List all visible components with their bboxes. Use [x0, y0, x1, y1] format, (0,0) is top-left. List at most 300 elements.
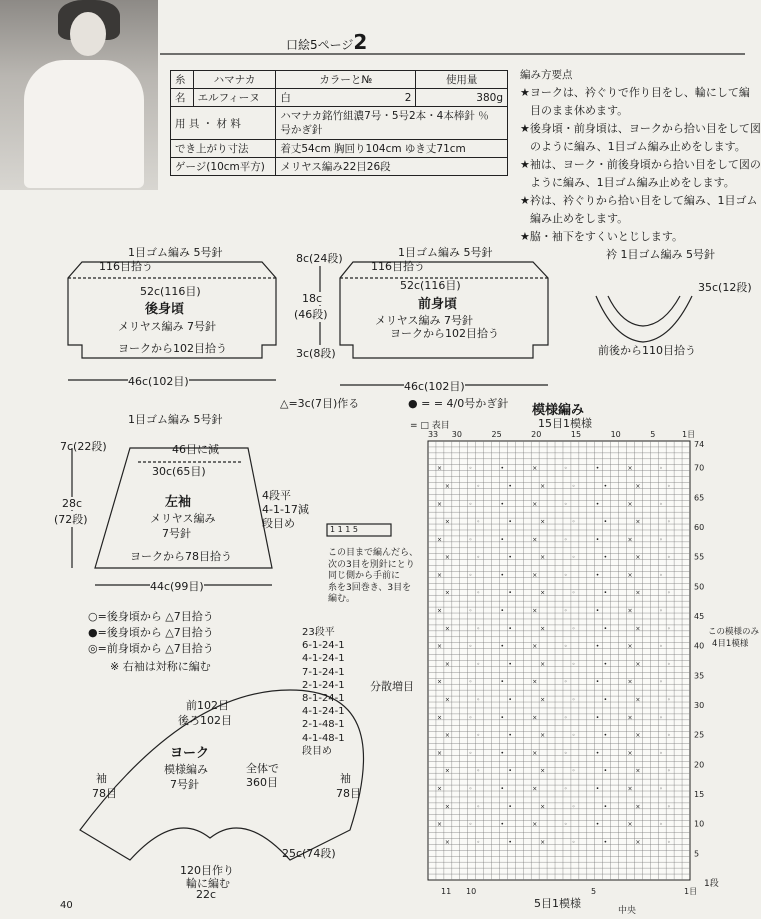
yoke-cast-on-round: 輪に編む: [186, 877, 230, 890]
chart-symbol: ◦: [476, 660, 481, 668]
chart-symbol: ×: [444, 625, 450, 633]
chart-symbol: ×: [627, 749, 633, 757]
bind-box-label: 1 1 1 5: [330, 525, 358, 534]
instruction-line: ★袖は、ヨーク・前後身頃から拾い目をして図の: [520, 158, 761, 171]
increase-line: 8-1-24-1: [302, 693, 345, 705]
chart-symbol: ◦: [476, 518, 481, 526]
chart-symbol: ◦: [667, 696, 671, 704]
chart-symbol: ◦: [571, 838, 576, 846]
chart-symbol: ×: [436, 714, 442, 722]
bind-note-line: 同じ側から手前に: [328, 571, 401, 581]
chart-symbol: •: [603, 518, 608, 526]
chart-symbol: ×: [540, 696, 546, 704]
chart-symbol: ◦: [659, 571, 663, 579]
chart-row-number: 45: [694, 612, 705, 622]
chart-title: 模様編み: [532, 403, 585, 418]
chart-symbol: ◦: [571, 518, 576, 526]
chart-symbol: ◦: [563, 714, 568, 722]
chart-symbol: ×: [540, 803, 546, 811]
chart-symbol: ×: [436, 465, 442, 473]
yoke-sleeve-left-count: 78目: [92, 787, 117, 800]
chart-symbol: ◦: [476, 589, 481, 597]
tools-value: ハマナカ銘竹組濃7号・5号2本・4本棒針 ％: [280, 110, 489, 122]
sleeve-dec-line: 段目め: [262, 517, 295, 530]
chart-symbol: ◦: [659, 500, 663, 508]
chart-symbol: ◦: [571, 696, 576, 704]
chart-symbol: ◦: [476, 803, 481, 811]
chart-symbol: ×: [540, 660, 546, 668]
chart-row-number: 74: [694, 439, 705, 449]
front-height-mid-rows: (46段): [294, 308, 328, 321]
chart-symbol: ×: [540, 767, 546, 775]
collar-pick: 前後から110目拾う: [598, 344, 696, 357]
size-label: でき上がり寸法: [171, 140, 276, 158]
bind-note-line: 次の3目を別針にとり: [328, 559, 415, 570]
chart-row-number: 15: [694, 789, 705, 799]
chart-row-number: 60: [694, 523, 705, 533]
front-height-mid: 18c: [302, 292, 323, 305]
chart-symbol: •: [603, 767, 608, 775]
instruction-line: ように編み、1目ゴム編み止めをします。: [530, 176, 735, 189]
legend-line: ○=後身頃から △7目拾う: [88, 610, 214, 623]
chart-symbol: ◦: [667, 660, 671, 668]
instruction-line: 編み止めをします。: [530, 212, 629, 225]
sleeve-needle: 7号針: [162, 527, 191, 540]
sleeve-rib-height: 7c(22段): [60, 440, 107, 453]
chart-symbol: ×: [444, 767, 450, 775]
chart-symbol: ×: [436, 571, 442, 579]
front-width-label: 52c(116目): [400, 279, 461, 292]
chart-symbol: •: [500, 536, 505, 544]
chart-symbol: ×: [532, 714, 538, 722]
chart-symbol: ×: [635, 767, 641, 775]
collar-height: 35c(12段): [698, 281, 752, 294]
chart-symbol: ×: [635, 625, 641, 633]
chart-col-number-bottom: 11: [441, 887, 452, 896]
increase-line: 4-1-24-1: [302, 653, 345, 665]
legend-line: ◎=前身頃から △7目拾う: [88, 642, 214, 655]
yoke-stitch: 模様編み: [164, 763, 208, 776]
chart-symbol: ◦: [468, 678, 473, 686]
chart-symbol: ×: [444, 838, 450, 846]
collar-label: 衿 1目ゴム編み 5号針: [606, 248, 715, 261]
chart-symbol: ◦: [563, 571, 568, 579]
chart-symbol: ×: [540, 589, 546, 597]
instructions-title: 編み方要点: [520, 69, 573, 81]
sleeve-stitch: メリヤス編み: [150, 512, 216, 525]
chart-symbol: ×: [532, 749, 538, 757]
gauge-label: ゲージ(10cm平方): [171, 158, 276, 176]
chart-symbol: •: [595, 749, 600, 757]
chart-symbol: ◦: [659, 678, 663, 686]
chart-symbol: •: [595, 536, 600, 544]
chart-col-number: 30: [451, 430, 462, 439]
chart-symbol: •: [508, 589, 512, 597]
chart-symbol: •: [500, 678, 505, 686]
yoke-sleeve-right-count: 78目: [336, 787, 361, 800]
chart-symbol: ×: [627, 571, 633, 579]
chart-symbol: •: [595, 465, 600, 473]
yoke-height: 25c(74段): [282, 847, 336, 860]
front-height-top: 8c(24段): [296, 252, 343, 265]
sleeve-length-rows: (72段): [54, 513, 88, 526]
chart-symbol: ×: [532, 821, 538, 829]
chart-symbol: ×: [635, 660, 641, 668]
chart-symbol: •: [603, 554, 608, 562]
chart-symbol: ◦: [659, 465, 663, 473]
chart-symbol: ×: [627, 821, 633, 829]
chart-symbol: ×: [532, 785, 538, 793]
chart-first-row: 1段: [704, 879, 719, 889]
chart-symbol: ×: [627, 785, 633, 793]
chart-row-number: 5: [694, 849, 700, 859]
chart-symbol: ×: [540, 732, 546, 740]
chart-col-number: 10: [610, 430, 621, 439]
chart-row-number: 35: [694, 671, 705, 681]
chart-side-note-2: 4目1模様: [712, 639, 749, 649]
chart-symbol: ×: [627, 714, 633, 722]
chart-repeat-top: 15目1模様: [538, 417, 592, 430]
chart-symbol: •: [500, 821, 505, 829]
chart-symbol: ◦: [476, 482, 481, 490]
chart-symbol: •: [500, 749, 505, 757]
chart-symbol: •: [500, 500, 505, 508]
chart-symbol: ◦: [667, 625, 671, 633]
tools-label: 用 具 ・ 材 料: [171, 107, 276, 140]
increase-line: 23段平: [302, 627, 335, 638]
header-prefix: 口絵5ページ: [286, 38, 354, 52]
chart-row-number: 65: [694, 493, 705, 503]
chart-symbol: ×: [436, 536, 442, 544]
chart-symbol: ◦: [659, 749, 663, 757]
thread-name: エルフィーヌ: [193, 89, 276, 107]
chart-symbol: ◦: [571, 625, 576, 633]
chart-symbol: ◦: [476, 838, 481, 846]
amount-value: 380g: [416, 89, 508, 107]
bind-note-line: 糸を3回巻き、3目を: [328, 582, 412, 593]
instruction-line: ★衿は、衿ぐりから拾い目をして編み、1目ゴム: [520, 194, 758, 207]
chart-col-number-bottom: 10: [466, 887, 477, 896]
chart-symbol: ×: [436, 607, 442, 615]
chart-symbol: ×: [436, 749, 442, 757]
chart-symbol: ×: [444, 482, 450, 490]
chart-symbol: ×: [635, 554, 641, 562]
increase-line: 段目め: [302, 745, 332, 757]
chart-col-number-bottom: 1目: [684, 887, 698, 896]
chart-symbol: •: [508, 696, 512, 704]
bind-note-line: 編む。: [328, 594, 356, 604]
thread-label: 糸: [171, 71, 194, 89]
back-body-title: 後身頃: [145, 302, 185, 317]
tools-value-2: 号かぎ針: [280, 124, 323, 136]
chart-symbol: ◦: [659, 785, 663, 793]
chart-symbol: •: [595, 607, 600, 615]
chart-symbol: •: [500, 465, 505, 473]
front-yoke-pick: ヨークから102目拾う: [390, 327, 499, 340]
chart-center-label: 中央: [618, 906, 637, 916]
back-stitch-label: メリヤス編み 7号針: [118, 320, 217, 333]
chart-symbol: ×: [532, 678, 538, 686]
chart-symbol: •: [595, 785, 600, 793]
chart-symbol: ◦: [476, 696, 481, 704]
chart-symbol: •: [508, 838, 512, 846]
chart-symbol: ◦: [667, 554, 671, 562]
chart-symbol: ×: [540, 625, 546, 633]
yoke-needle: 7号針: [170, 778, 199, 791]
chart-symbol: ×: [635, 732, 641, 740]
chart-symbol: •: [595, 643, 600, 651]
chart-symbol: •: [508, 732, 512, 740]
chart-symbol: ×: [627, 536, 633, 544]
crochet-note-text: = 4/0号かぎ針: [433, 397, 509, 410]
chart-symbol: ◦: [667, 518, 671, 526]
chart-symbol: ×: [540, 482, 546, 490]
chart-symbol: ×: [540, 554, 546, 562]
front-body-title: 前身頃: [418, 297, 458, 312]
chart-symbol: ◦: [468, 643, 473, 651]
chart-symbol: ◦: [667, 838, 671, 846]
increase-line: 7-1-24-1: [302, 666, 345, 678]
chart-col-number-bottom: 5: [591, 887, 597, 896]
chart-symbol: ◦: [476, 625, 481, 633]
chart-symbol: ◦: [667, 482, 671, 490]
increase-label: 分散増目: [370, 680, 414, 693]
chart-symbol: ×: [627, 643, 633, 651]
chart-symbol: ×: [635, 803, 641, 811]
chart-symbol: ◦: [571, 767, 576, 775]
chart-symbol: ×: [635, 696, 641, 704]
chart-row-number: 40: [694, 641, 705, 651]
gauge-value: メリヤス編み22目26段: [276, 158, 508, 176]
chart-symbol: ◦: [563, 749, 568, 757]
front-bottom-label: 46c(102目): [404, 380, 465, 393]
chart-repeat-bottom: 5目1模様: [534, 897, 581, 910]
chart-symbol: ◦: [563, 607, 568, 615]
chart-symbol: •: [603, 696, 608, 704]
chart-col-number: 5: [650, 430, 656, 439]
triangle-note: △=3c(7目)作る: [280, 397, 360, 410]
chart-col-number: 15: [570, 430, 582, 439]
chart-symbol: •: [508, 625, 512, 633]
chart-symbol: •: [508, 518, 512, 526]
chart-symbol: ×: [436, 643, 442, 651]
chart-symbol: ×: [532, 571, 538, 579]
instruction-line: ★脇・袖下をすくいとじします。: [520, 230, 683, 243]
chart-symbol: ◦: [659, 607, 663, 615]
bind-note-line: この目まで編んだら、: [328, 548, 419, 558]
chart-symbol: ×: [444, 589, 450, 597]
chart-symbol: ◦: [571, 589, 576, 597]
increase-line: 6-1-24-1: [302, 640, 345, 652]
chart-symbol: •: [508, 803, 512, 811]
chart-symbol: ×: [532, 465, 538, 473]
chart-symbol: •: [500, 607, 505, 615]
sleeve-dec-line: 4段平: [262, 489, 291, 502]
chart-symbol: ◦: [571, 803, 576, 811]
chart-symbol: ◦: [563, 785, 568, 793]
chart-symbol: ◦: [667, 732, 671, 740]
chart-symbol: ◦: [476, 732, 481, 740]
chart-symbol: ×: [627, 607, 633, 615]
sleeve-length: 28c: [62, 497, 83, 510]
yoke-total-count: 360目: [246, 776, 278, 789]
chart-symbol: ×: [436, 785, 442, 793]
crochet-note: ● = = 4/0号かぎ針: [408, 397, 509, 410]
chart-symbol: ◦: [659, 536, 663, 544]
chart-symbol: ×: [540, 518, 546, 526]
chart-symbol: ×: [532, 536, 538, 544]
chart-symbol: ◦: [667, 767, 671, 775]
chart-symbol: ◦: [468, 749, 473, 757]
chart-symbol: ◦: [468, 607, 473, 615]
increase-line: 2-1-48-1: [302, 719, 345, 731]
sleeve-decrease: 46目に減: [172, 443, 219, 456]
chart-row-number: 10: [694, 819, 705, 829]
chart-symbol: ×: [627, 500, 633, 508]
chart-symbol: •: [508, 554, 512, 562]
sleeve-width: 30c(65目): [152, 465, 206, 478]
chart-side-note: この模様のみ: [708, 627, 760, 637]
chart-symbol: ◦: [563, 678, 568, 686]
chart-symbol: •: [508, 482, 512, 490]
chart-symbol: ◦: [468, 500, 473, 508]
chart-col-number: 20: [531, 430, 542, 439]
sleeve-dec-line: 4-1-17減: [262, 503, 309, 516]
chart-symbol: •: [595, 714, 600, 722]
chart-symbol: ◦: [659, 821, 663, 829]
chart-symbol: ◦: [571, 732, 576, 740]
chart-symbol: ◦: [659, 643, 663, 651]
chart-symbol: ×: [436, 678, 442, 686]
instruction-line: 目のまま休めます。: [530, 104, 629, 117]
front-rib-label: 1目ゴム編み 5号針: [398, 246, 493, 259]
chart-symbol: •: [603, 732, 608, 740]
chart-symbol: •: [603, 625, 608, 633]
yoke-cast-on: 120目作り: [180, 864, 234, 877]
chart-symbol: •: [508, 660, 512, 668]
legend-line: ※ 右袖は対称に編む: [110, 660, 211, 673]
chart-symbol: ◦: [571, 660, 576, 668]
header-number: 2: [353, 30, 368, 54]
chart-symbol: ◦: [571, 554, 576, 562]
chart-symbol: •: [603, 482, 608, 490]
chart-row-number: 50: [694, 582, 705, 592]
chart-col-number: 25: [491, 430, 502, 439]
chart-symbol: ◦: [667, 803, 671, 811]
chart-symbol: ◦: [468, 714, 473, 722]
chart-symbol: ×: [540, 838, 546, 846]
chart-row-number: 20: [694, 760, 705, 770]
instruction-line: ★後身頃・前身頃は、ヨークから拾い目をして図: [520, 122, 761, 135]
chart-symbol: ×: [627, 678, 633, 686]
chart-symbol: ×: [635, 482, 641, 490]
chart-symbol: •: [500, 714, 505, 722]
yoke-front: 前102目: [186, 699, 229, 712]
chart-symbol: ◦: [563, 821, 568, 829]
back-bottom-label: 46c(102目): [128, 375, 189, 388]
chart-symbol: ◦: [468, 785, 473, 793]
front-pick-label: 116目拾う: [371, 260, 425, 273]
chart-symbol: ×: [444, 696, 450, 704]
chart-symbol: •: [603, 838, 608, 846]
chart-symbol: ×: [635, 838, 641, 846]
chart-symbol: ◦: [563, 643, 568, 651]
chart-symbol: •: [595, 678, 600, 686]
sleeve-title: 左袖: [165, 495, 192, 510]
yoke-title: ヨーク: [170, 746, 210, 761]
chart-symbol: ×: [444, 732, 450, 740]
chart-row-number: 70: [694, 463, 705, 473]
chart-symbol: ◦: [468, 821, 473, 829]
chart-symbol: ◦: [476, 554, 481, 562]
size-value: 着丈54cm 胸回り104cm ゆき丈71cm: [276, 140, 508, 158]
yoke-sleeve-left: 袖: [96, 772, 107, 785]
chart-symbol: ×: [444, 660, 450, 668]
chart-symbol: ×: [444, 803, 450, 811]
chart-symbol: •: [595, 500, 600, 508]
sleeve-bottom: 44c(99目): [150, 580, 204, 593]
chart-symbol: ◦: [468, 465, 473, 473]
back-width-label: 52c(116目): [140, 285, 201, 298]
yoke-back: 後ろ102目: [178, 714, 232, 727]
chart-row-number: 25: [694, 730, 705, 740]
front-height-bottom: 3c(8段): [296, 347, 336, 360]
chart-key: = □ 表目: [410, 421, 450, 431]
back-rib-label: 1目ゴム編み 5号針: [128, 246, 223, 259]
chart-symbol: ×: [436, 500, 442, 508]
chart-symbol: ×: [436, 821, 442, 829]
chart-symbol: ◦: [468, 536, 473, 544]
chart-symbol: ◦: [563, 465, 568, 473]
chart-symbol: •: [500, 571, 505, 579]
back-yoke-pick: ヨークから102目拾う: [118, 342, 227, 355]
back-pick-label: 116目拾う: [99, 260, 153, 273]
chart-symbol: •: [595, 571, 600, 579]
chart-symbol: •: [500, 785, 505, 793]
chart-symbol: ×: [532, 643, 538, 651]
chart-symbol: ◦: [667, 589, 671, 597]
sleeve-rib-label: 1目ゴム編み 5号針: [128, 413, 223, 426]
name-label: 名: [171, 89, 194, 107]
chart-symbol: •: [500, 643, 505, 651]
chart-symbol: •: [603, 589, 608, 597]
chart-symbol: ◦: [563, 536, 568, 544]
chart-symbol: ◦: [468, 571, 473, 579]
chart-symbol: ◦: [563, 500, 568, 508]
chart-symbol: ×: [444, 518, 450, 526]
yoke-sleeve-right: 袖: [340, 772, 351, 785]
increase-line: 2-1-24-1: [302, 679, 345, 691]
chart-symbol: •: [603, 803, 608, 811]
chart-symbol: ×: [532, 500, 538, 508]
chart-symbol: •: [595, 821, 600, 829]
increase-line: 4-1-48-1: [302, 732, 345, 744]
color-number: 2: [354, 89, 416, 107]
yoke-total: 全体で: [246, 762, 279, 775]
chart-symbol: ×: [627, 465, 633, 473]
chart-symbol: ◦: [571, 482, 576, 490]
chart-symbol: ×: [635, 589, 641, 597]
front-stitch-label: メリヤス編み 7号針: [375, 314, 474, 327]
color-value: 白: [276, 89, 354, 107]
legend-line: ●=後身頃から △7目拾う: [88, 626, 214, 639]
chart-symbol: ×: [532, 607, 538, 615]
chart-row-number: 55: [694, 552, 705, 562]
yoke-bottom: 22c: [196, 888, 217, 901]
page-number: 40: [60, 900, 73, 911]
chart-symbol: ×: [635, 518, 641, 526]
increase-line: 4-1-24-1: [302, 706, 345, 718]
